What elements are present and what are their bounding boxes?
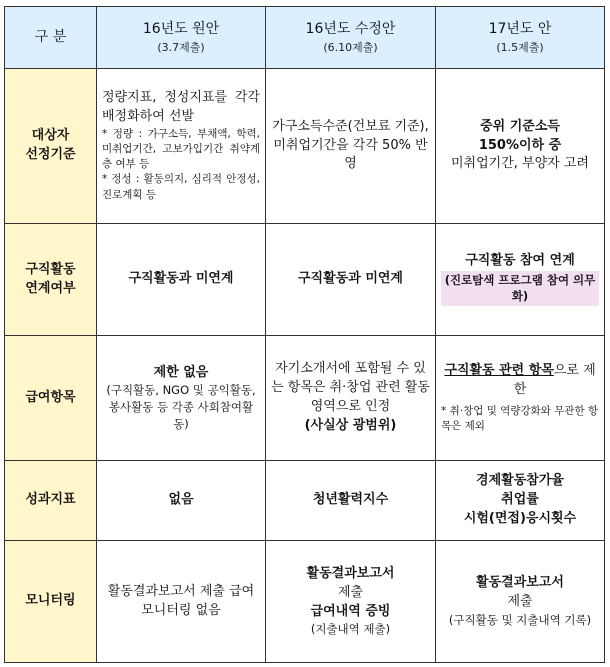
benefit-col2-bold: (사실상 광범위) (304, 417, 397, 433)
col2-title: 16년도 수정안 (305, 21, 396, 38)
job-link-col3 (436, 224, 605, 336)
job-link-col3-highlight: (진로탐색 프로그램 참여 의무화) (441, 271, 599, 306)
monitoring-col3: 활동결과보고서 제출 (구직활동 및 지출내역 기록) (436, 541, 605, 663)
benefit-col2 (266, 336, 436, 461)
comparison-table (4, 6, 605, 663)
benefit-col3-rest: 으로 제한 (513, 362, 596, 397)
row-label-kpi: 성과지표 (5, 461, 97, 541)
benefit-col3-note: * 취·창업 및 역량강화와 무관한 항목은 제외 (441, 404, 599, 432)
selection-col3-bold1: 중위 기준소득 (480, 118, 560, 134)
benefit-col1-sub: (구직활동, NGO 및 공익활동, 봉사활동 등 각종 사회참여활동) (106, 383, 256, 431)
header-col1 (97, 7, 266, 69)
job-link-col1: 구직활동과 미연계 (97, 224, 266, 336)
job-link-col3-main: 구직활동 참여 연계 (465, 252, 575, 268)
col1-sub: (3.7제출) (157, 40, 205, 54)
header-col3 (436, 7, 605, 69)
benefit-col2-main: 자기소개서에 포함될 수 있는 항목은 취·창업 관련 활동 영역으로 인정 (271, 361, 430, 414)
kpi-col1: 없음 (97, 461, 266, 541)
header-category: 구 분 (5, 7, 97, 69)
selection-col3-bold2: 150%이하 중 (478, 137, 562, 153)
row-monitoring (5, 541, 605, 663)
benefit-col1-main: 제한 없음 (153, 364, 209, 380)
kpi-col3: 경제활동참가율 취업률 시험(면접)응시횟수 (436, 461, 605, 541)
monitoring-col2: 활동결과보고서 제출 급여내역 증빙 (지출내역 제출) (266, 541, 436, 663)
header-col2 (266, 7, 436, 69)
benefit-col1 (97, 336, 266, 461)
col3-title: 17년도 안 (488, 21, 552, 38)
row-label-monitoring: 모니터링 (5, 541, 97, 663)
row-label-benefit: 급여항목 (5, 336, 97, 461)
selection-col1-note2: * 정성 : 활동의지, 심리적 안정성, 진로계획 등 (102, 173, 260, 201)
job-link-col2: 구직활동과 미연계 (266, 224, 436, 336)
row-benefit (5, 336, 605, 461)
selection-col3 (436, 69, 605, 224)
selection-col1-main: 정량지표, 정성지표를 각각 배정화하여 선발 (102, 90, 260, 124)
selection-col1-note1: * 정량 : 가구소득, 부채액, 학력, 미취업기간, 고보가입기간 취약계층 여부 등 (102, 127, 260, 171)
row-kpi (5, 461, 605, 541)
col3-sub: (1.5제출) (496, 40, 544, 54)
selection-col1 (97, 69, 266, 224)
col2-sub: (6.10제출) (323, 40, 378, 54)
row-selection (5, 69, 605, 224)
row-label-job-link: 구직활동 연계여부 (5, 224, 97, 336)
col1-title: 16년도 원안 (142, 21, 220, 38)
benefit-col3-underlined: 구직활동 관련 항목 (444, 362, 554, 378)
kpi-col2: 청년활력지수 (266, 461, 436, 541)
row-job-link (5, 224, 605, 336)
header-row (5, 7, 605, 69)
benefit-col3 (436, 336, 605, 461)
monitoring-col1: 활동결과보고서 제출 급여 모니터링 없음 (97, 541, 266, 663)
selection-col3-rest: 미취업기간, 부양자 고려 (451, 156, 589, 172)
row-label-selection: 대상자 선정기준 (5, 69, 97, 224)
selection-col2: 가구소득수준(건보료 기준), 미취업기간을 각각 50% 반영 (266, 69, 436, 224)
